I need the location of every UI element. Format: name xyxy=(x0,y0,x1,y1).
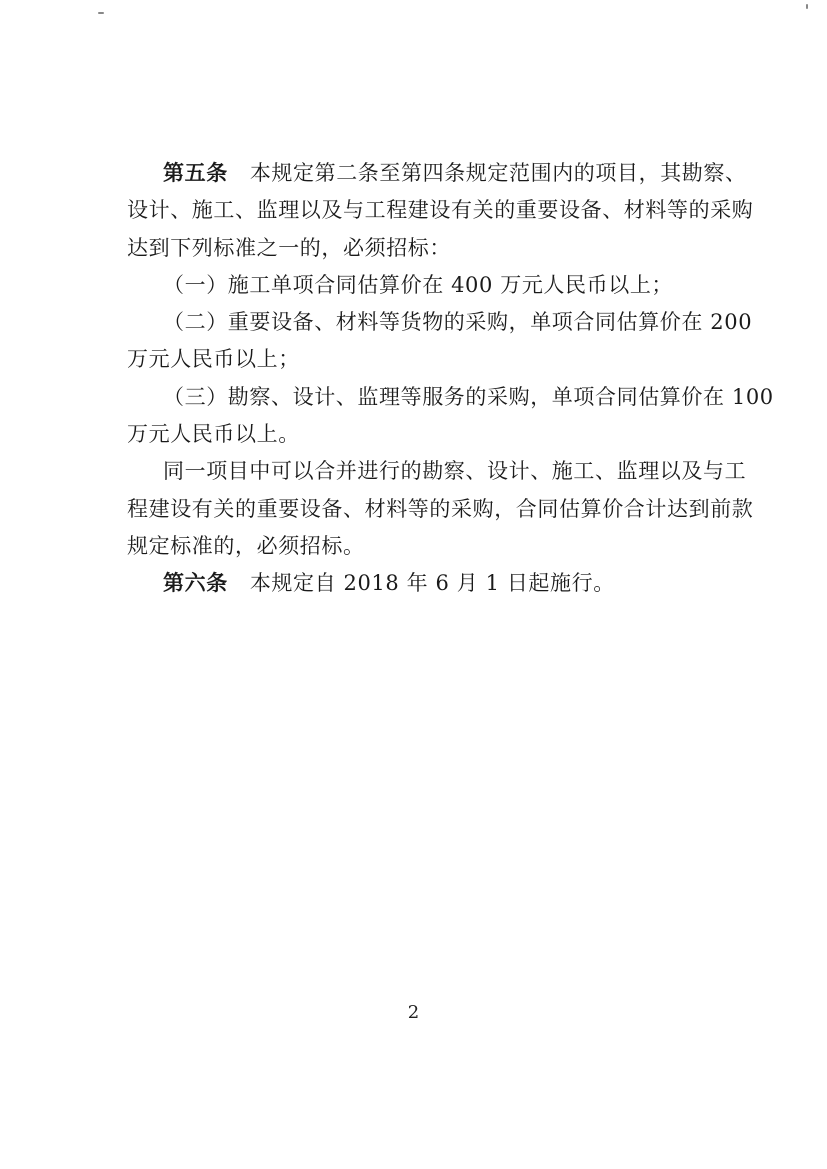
combined-paragraph-line-1: 同一项目中可以合并进行的勘察、设计、施工、监理以及与工 xyxy=(163,459,747,484)
item-3-line-2: 万元人民币以上。 xyxy=(127,422,300,447)
scan-speck xyxy=(98,12,104,14)
page-number: 2 xyxy=(407,1002,420,1023)
article-5-line-3: 达到下列标准之一的，必须招标： xyxy=(127,235,451,260)
article-6-text: 本规定自 2018 年 6 月 1 日起施行。 xyxy=(249,571,615,596)
article-5-line-2: 设计、施工、监理以及与工程建设有关的重要设备、材料等的采购 xyxy=(127,198,754,223)
item-2-line-1: （二）重要设备、材料等货物的采购，单项合同估算价在 200 xyxy=(163,310,753,335)
document-body xyxy=(127,155,774,603)
scan-speck xyxy=(806,4,808,9)
combined-paragraph-line-3: 规定标准的，必须招标。 xyxy=(127,533,365,558)
article-5-text: 本规定第二条至第四条规定范围内的项目，其勘察、 xyxy=(249,161,747,185)
item-3-line-1: （三）勘察、设计、监理等服务的采购，单项合同估算价在 100 xyxy=(163,384,774,409)
article-6-line xyxy=(127,565,702,602)
combined-paragraph-line-2: 程建设有关的重要设备、材料等的采购，合同估算价合计达到前款 xyxy=(127,496,754,521)
article-6-heading: 第六条 xyxy=(163,571,228,596)
item-1-line-1: （一）施工单项合同估算价在 400 万元人民币以上； xyxy=(163,272,674,297)
article-5-heading: 第五条 xyxy=(163,161,228,185)
item-2-line-2: 万元人民币以上； xyxy=(127,347,300,372)
article-5-line-1 xyxy=(127,155,747,192)
